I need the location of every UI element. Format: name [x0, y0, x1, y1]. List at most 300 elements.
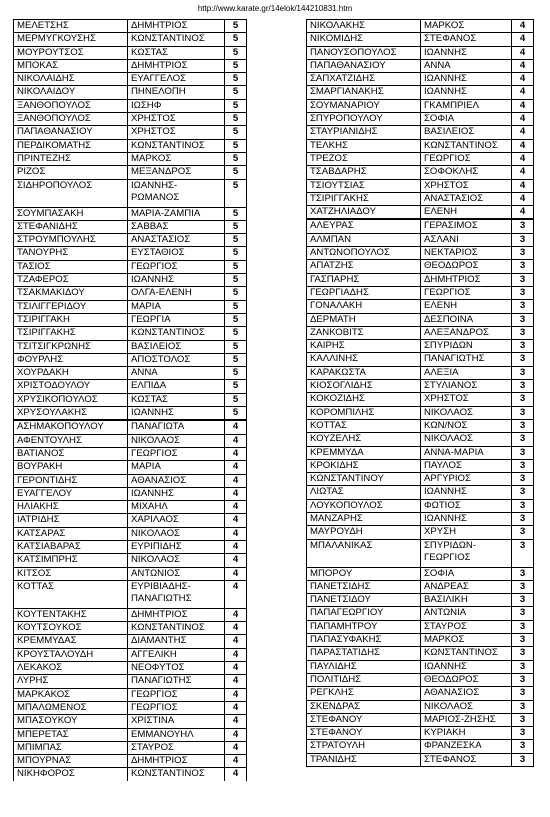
first-name-cell: ΚΩΝΣΤΑΝΤΙΝΟΣ: [421, 139, 512, 152]
points-cell: 4: [512, 113, 534, 126]
points-cell: 5: [225, 260, 247, 273]
table-row: [307, 753, 534, 766]
surname-cell: ΓΕΩΡΓΙΑΔΗΣ: [307, 286, 421, 299]
table-row: [14, 675, 247, 688]
first-name-cell: ΑΡΓΥΡΙΟΣ: [421, 473, 512, 486]
surname-cell: ΜΕΛΕΤΣΗΣ: [14, 20, 128, 33]
surname-cell: ΣΤΕΦΑΝΙΔΗΣ: [14, 220, 128, 233]
table-row: [307, 179, 534, 192]
table-row: [307, 233, 534, 246]
first-name-cell: ΝΙΚΟΛΑΟΣ: [128, 554, 225, 567]
table-row: [14, 152, 247, 165]
points-cell: 3: [512, 607, 534, 620]
first-name-cell: ΓΕΩΡΓΙΟΣ: [128, 260, 225, 273]
surname-cell: ΤΣΙΤΣΙΓΚΡΩΝΗΣ: [14, 340, 128, 353]
points-cell: 4: [225, 688, 247, 701]
points-cell: 5: [225, 139, 247, 152]
points-cell: 3: [512, 419, 534, 432]
first-name-cell: ΚΩΣΤΑΣ: [128, 393, 225, 406]
first-name-cell: ΦΡΑΝΖΕΣΚΑ: [421, 740, 512, 753]
table-row: [307, 459, 534, 472]
first-name-cell: ΣΤΥΛΙΑΝΟΣ: [421, 380, 512, 393]
table-row: [307, 419, 534, 432]
points-cell: 4: [225, 741, 247, 754]
surname-cell: ΜΟΥΡΟΥΤΣΟΣ: [14, 46, 128, 59]
table-row: [307, 340, 534, 353]
points-cell: 4: [225, 554, 247, 567]
points-cell: 5: [225, 367, 247, 380]
surname-cell: ΧΡΥΣΟΥΛΑΚΗΣ: [14, 407, 128, 421]
table-row: [307, 113, 534, 126]
table-row: [307, 647, 534, 660]
first-name-cell: ΙΩΑΝΝΗΣ: [421, 660, 512, 673]
table-row: [14, 474, 247, 487]
surname-cell: ΜΠΟΚΑΣ: [14, 59, 128, 72]
points-cell: 3: [512, 526, 534, 539]
surname-cell: ΜΑΡΚΑΚΟΣ: [14, 688, 128, 701]
table-row: [307, 152, 534, 165]
surname-cell: ΒΟΥΡΑΚΗ: [14, 461, 128, 474]
table-row: [14, 514, 247, 527]
points-cell: 5: [225, 274, 247, 287]
surname-cell: ΚΑΛΛΙΝΗΣ: [307, 353, 421, 366]
surname-cell: ΚΑΤΣΙΑΒΑΡΑΣ: [14, 540, 128, 553]
first-name-cell: ΝΕΚΤΑΡΙΟΣ: [421, 247, 512, 260]
table-row: [14, 86, 247, 99]
points-cell: 3: [512, 219, 534, 233]
first-name-cell: ΝΙΚΟΛΑΟΣ: [128, 527, 225, 540]
table-row: [307, 366, 534, 379]
table-row: [307, 99, 534, 112]
surname-cell: ΠΟΛΙΤΙΔΗΣ: [307, 673, 421, 686]
table-row: [14, 768, 247, 781]
points-table-left: [13, 19, 247, 781]
surname-cell: ΓΟΝΑΛΑΚΗ: [307, 300, 421, 313]
first-name-cell: ΙΩΑΝΝΗΣ: [128, 487, 225, 500]
first-name-cell: ΠΑΝΑΓΙΩΤΗΣ: [421, 353, 512, 366]
points-cell: 3: [512, 446, 534, 459]
table-row: [307, 539, 534, 567]
points-cell: 4: [512, 73, 534, 86]
surname-cell: ΗΛΙΑΚΗΣ: [14, 501, 128, 514]
points-cell: 4: [512, 139, 534, 152]
points-cell: 5: [225, 73, 247, 86]
points-cell: 3: [512, 300, 534, 313]
points-cell: 4: [225, 622, 247, 635]
points-cell: 3: [512, 620, 534, 633]
table-row: [14, 567, 247, 580]
first-name-cell: ΑΠΟΣΤΟΛΟΣ: [128, 353, 225, 366]
surname-cell: ΣΤΕΦΑΝΟΥ: [307, 713, 421, 726]
table-row: [14, 59, 247, 72]
table-row: [307, 512, 534, 525]
surname-cell: ΡΙΖΟΣ: [14, 166, 128, 179]
table-row: [307, 620, 534, 633]
table-row: [14, 407, 247, 421]
surname-cell: ΜΕΡΜΥΓΚΟΥΣΗΣ: [14, 33, 128, 46]
first-name-cell: ΣΟΦΙΑ: [421, 113, 512, 126]
surname-cell: ΚΟΥΤΕΝΤΑΚΗΣ: [14, 608, 128, 621]
points-cell: 4: [225, 768, 247, 781]
first-name-cell: ΝΙΚΟΛΑΟΣ: [128, 434, 225, 447]
surname-cell: ΣΟΥΜΠΑΣΑΚΗ: [14, 207, 128, 220]
first-name-cell: ΣΟΦΟΚΛΗΣ: [421, 166, 512, 179]
surname-cell: ΚΩΝΣΤΑΝΤΙΝΟΥ: [307, 473, 421, 486]
points-cell: 3: [512, 273, 534, 286]
table-row: [14, 554, 247, 567]
table-row: [14, 701, 247, 714]
first-name-cell: ΑΝΝΑ: [421, 59, 512, 72]
table-row: [14, 380, 247, 393]
table-row: [307, 526, 534, 539]
table-row: [14, 434, 247, 447]
surname-cell: ΙΑΤΡΙΔΗΣ: [14, 514, 128, 527]
surname-cell: ΜΠΕΡΕΤΑΣ: [14, 728, 128, 741]
surname-cell: ΡΕΓΚΛΗΣ: [307, 687, 421, 700]
surname-cell: ΝΙΚΟΛΑΚΗΣ: [307, 20, 421, 33]
first-name-cell: ΣΤΑΥΡΟΣ: [421, 620, 512, 633]
table-row: [307, 580, 534, 593]
table-row: [14, 20, 247, 33]
surname-cell: ΧΡΥΣΙΚΟΠΟΥΛΟΣ: [14, 393, 128, 406]
first-name-cell: ΣΑΒΒΑΣ: [128, 220, 225, 233]
surname-cell: ΣΟΥΜΑΝΑΡΙΟΥ: [307, 99, 421, 112]
first-name-cell: ΑΝΤΩΝΙΟΣ: [128, 567, 225, 580]
first-name-cell: ΣΠΥΡΙΔΩΝ: [421, 340, 512, 353]
first-name-cell: ΘΕΟΔΩΡΟΣ: [421, 260, 512, 273]
table-row: [14, 580, 247, 608]
surname-cell: ΣΚΕΝΔΡΑΣ: [307, 700, 421, 713]
points-cell: 5: [225, 287, 247, 300]
points-cell: 4: [225, 755, 247, 768]
table-row: [14, 662, 247, 675]
surname-cell: ΧΑΤΖΗΛΙΑΔΟΥ: [307, 206, 421, 220]
surname-cell: ΕΥΑΓΓΕΛΟΥ: [14, 487, 128, 500]
first-name-cell: ΙΩΑΝΝΗΣ-ΡΩΜΑΝΟΣ: [128, 179, 225, 207]
surname-cell: ΛΥΡΗΣ: [14, 675, 128, 688]
table-row: [307, 166, 534, 179]
first-name-cell: ΙΩΑΝΝΗΣ: [421, 73, 512, 86]
points-cell: 3: [512, 660, 534, 673]
surname-cell: ΠΕΡΔΙΚΟΜΑΤΗΣ: [14, 139, 128, 152]
points-cell: 4: [225, 567, 247, 580]
points-cell: 4: [512, 152, 534, 165]
first-name-cell: ΔΗΜΗΤΡΙΟΣ: [421, 273, 512, 286]
table-row: [14, 447, 247, 460]
first-name-cell: ΕΛΕΝΗ: [421, 300, 512, 313]
table-row: [14, 715, 247, 728]
points-cell: 3: [512, 340, 534, 353]
points-cell: 4: [512, 166, 534, 179]
first-name-cell: ΠΑΥΛΟΣ: [421, 459, 512, 472]
points-cell: 5: [225, 327, 247, 340]
surname-cell: ΔΕΡΜΑΤΗ: [307, 313, 421, 326]
points-cell: 4: [225, 501, 247, 514]
points-cell: 5: [225, 179, 247, 207]
points-cell: 4: [225, 487, 247, 500]
table-row: [14, 340, 247, 353]
first-name-cell: ΓΕΩΡΓΙΟΣ: [128, 701, 225, 714]
table-row: [14, 688, 247, 701]
first-name-cell: ΙΩΑΝΝΗΣ: [421, 486, 512, 499]
surname-cell: ΚΙΟΣΟΓΛΙΔΗΣ: [307, 380, 421, 393]
table-row: [307, 486, 534, 499]
table-row: [307, 380, 534, 393]
points-cell: 4: [512, 46, 534, 59]
table-row: [14, 234, 247, 247]
table-row: [307, 353, 534, 366]
table-row: [307, 499, 534, 512]
table-row: [307, 139, 534, 152]
first-name-cell: ΔΗΜΗΤΡΙΟΣ: [128, 608, 225, 621]
table-row: [14, 755, 247, 768]
first-name-cell: ΠΑΝΑΓΙΩΤΑ: [128, 420, 225, 434]
first-name-cell: ΜΑΡΙΑ-ΖΑΜΠΙΑ: [128, 207, 225, 220]
first-name-cell: ΑΓΓΕΛΙΚΗ: [128, 648, 225, 661]
surname-cell: ΜΠΑΛΑΝΙΚΑΣ: [307, 539, 421, 567]
table-row: [14, 73, 247, 86]
first-name-cell: ΙΩΣΗΦ: [128, 99, 225, 112]
table-row: [307, 713, 534, 726]
table-row: [14, 179, 247, 207]
first-name-cell: ΑΝΝΑ: [128, 367, 225, 380]
points-cell: 4: [512, 20, 534, 33]
first-name-cell: ΣΤΑΥΡΟΣ: [128, 741, 225, 754]
surname-cell: ΝΙΚΗΦΟΡΟΣ: [14, 768, 128, 781]
table-row: [307, 687, 534, 700]
first-name-cell: ΣΤΕΦΑΝΟΣ: [421, 33, 512, 46]
surname-cell: ΝΙΚΟΛΑΙΔΗΣ: [14, 73, 128, 86]
surname-cell: ΑΛΜΠΑΝ: [307, 233, 421, 246]
surname-cell: ΚΟΡΟΜΠΙΛΗΣ: [307, 406, 421, 419]
surname-cell: ΚΟΤΤΑΣ: [14, 580, 128, 608]
surname-cell: ΠΑΥΛΙΔΗΣ: [307, 660, 421, 673]
points-cell: 3: [512, 406, 534, 419]
first-name-cell: ΓΕΩΡΓΙΟΣ: [128, 688, 225, 701]
points-cell: 5: [225, 33, 247, 46]
surname-cell: ΤΕΛΚΗΣ: [307, 139, 421, 152]
surname-cell: ΤΡΑΝΙΔΗΣ: [307, 753, 421, 766]
points-cell: 3: [512, 247, 534, 260]
first-name-cell: ΑΝΔΡΕΑΣ: [421, 580, 512, 593]
surname-cell: ΝΙΚΟΛΑΙΔΟΥ: [14, 86, 128, 99]
surname-cell: ΠΑΝΕΤΣΙΔΗΣ: [307, 580, 421, 593]
first-name-cell: ΑΘΑΝΑΣΙΟΣ: [128, 474, 225, 487]
surname-cell: ΤΣΙΡΙΓΓΑΚΗ: [14, 313, 128, 326]
table-row: [307, 673, 534, 686]
surname-cell: ΜΑΥΡΟΥΔΗ: [307, 526, 421, 539]
surname-cell: ΤΣΑΒΔΑΡΗΣ: [307, 166, 421, 179]
first-name-cell: ΕΛΠΙΔΑ: [128, 380, 225, 393]
table-row: [14, 126, 247, 139]
table-row: [14, 527, 247, 540]
surname-cell: ΠΑΡΑΣΤΑΤΙΔΗΣ: [307, 647, 421, 660]
points-cell: 3: [512, 512, 534, 525]
first-name-cell: ΘΕΟΔΩΡΟΣ: [421, 673, 512, 686]
points-cell: 4: [225, 474, 247, 487]
surname-cell: ΛΟΥΚΟΠΟΥΛΟΣ: [307, 499, 421, 512]
surname-cell: ΚΙΤΣΟΣ: [14, 567, 128, 580]
first-name-cell: ΧΡΗΣΤΟΣ: [128, 126, 225, 139]
first-name-cell: ΑΝΑΣΤΑΣΙΟΣ: [421, 192, 512, 205]
points-cell: 5: [225, 300, 247, 313]
first-name-cell: ΝΙΚΟΛΑΟΣ: [421, 700, 512, 713]
points-cell: 4: [512, 126, 534, 139]
table-row: [14, 99, 247, 112]
first-name-cell: ΑΛΕΞΙΑ: [421, 366, 512, 379]
points-cell: 5: [225, 380, 247, 393]
table-row: [307, 594, 534, 607]
points-cell: 5: [225, 220, 247, 233]
points-cell: 4: [225, 420, 247, 434]
surname-cell: ΣΤΡΑΤΟΥΛΗ: [307, 740, 421, 753]
surname-cell: ΜΑΝΖΑΡΗΣ: [307, 512, 421, 525]
table-row: [307, 446, 534, 459]
first-name-cell: ΙΩΑΝΝΗΣ: [128, 407, 225, 421]
points-cell: 4: [225, 701, 247, 714]
points-cell: 3: [512, 473, 534, 486]
first-name-cell: ΔΙΑΜΑΝΤΗΣ: [128, 635, 225, 648]
surname-cell: ΚΑΡΑΚΩΣΤΑ: [307, 366, 421, 379]
table-row: [307, 59, 534, 72]
surname-cell: ΜΠΟΥΡΝΑΣ: [14, 755, 128, 768]
points-cell: 3: [512, 433, 534, 446]
first-name-cell: ΜΑΡΚΟΣ: [421, 20, 512, 33]
surname-cell: ΛΙΩΤΑΣ: [307, 486, 421, 499]
points-cell: 4: [225, 715, 247, 728]
surname-cell: ΝΙΚΟΜΙΔΗΣ: [307, 33, 421, 46]
points-cell: 5: [225, 340, 247, 353]
first-name-cell: ΚΩΝΣΤΑΝΤΙΝΟΣ: [128, 327, 225, 340]
table-row: [14, 648, 247, 661]
surname-cell: ΠΑΝΟΥΣΟΠΟΥΛΟΣ: [307, 46, 421, 59]
surname-cell: ΤΖΑΦΕΡΟΣ: [14, 274, 128, 287]
surname-cell: ΚΑΤΣΑΡΑΣ: [14, 527, 128, 540]
table-row: [307, 433, 534, 446]
points-cell: 3: [512, 740, 534, 753]
surname-cell: ΣΜΑΡΓΙΑΝΑΚΗΣ: [307, 86, 421, 99]
surname-cell: ΣΤΑΥΡΙΑΝΙΔΗΣ: [307, 126, 421, 139]
first-name-cell: ΧΡΥΣΗ: [421, 526, 512, 539]
first-name-cell: ΣΟΦΙΑ: [421, 567, 512, 580]
page-url-header: http://www.karate.gr/14elok/144210831.htm: [197, 4, 353, 13]
table-row: [14, 393, 247, 406]
surname-cell: ΚΡΟΥΣΤΑΛΟΥΔΗ: [14, 648, 128, 661]
points-cell: 3: [512, 700, 534, 713]
points-cell: 4: [225, 662, 247, 675]
surname-cell: ΓΕΡΟΝΤΙΔΗΣ: [14, 474, 128, 487]
points-cell: 5: [225, 247, 247, 260]
points-cell: 4: [225, 675, 247, 688]
first-name-cell: ΧΑΡΙΛΑΟΣ: [128, 514, 225, 527]
first-name-cell: ΑΝΤΩΝΙΑ: [421, 607, 512, 620]
points-cell: 3: [512, 673, 534, 686]
points-cell: 3: [512, 326, 534, 339]
table-row: [14, 420, 247, 434]
first-name-cell: ΕΥΡΙΒΙΑΔΗΣ-ΠΑΝΑΓΙΩΤΗΣ: [128, 580, 225, 608]
table-row: [14, 300, 247, 313]
surname-cell: ΣΑΠΧΑΤΖΙΔΗΣ: [307, 73, 421, 86]
surname-cell: ΠΑΠΑΜΗΤΡΟΥ: [307, 620, 421, 633]
table-row: [14, 207, 247, 220]
table-row: [307, 33, 534, 46]
surname-cell: ΚΑΙΡΗΣ: [307, 340, 421, 353]
table-row: [307, 567, 534, 580]
table-row: [307, 313, 534, 326]
surname-cell: ΛΕΚΑΚΟΣ: [14, 662, 128, 675]
surname-cell: ΠΑΠΑΣΥΦΑΚΗΣ: [307, 634, 421, 647]
first-name-cell: ΚΩΝΣΤΑΝΤΙΝΟΣ: [128, 768, 225, 781]
points-cell: 4: [225, 434, 247, 447]
surname-cell: ΜΠΙΜΠΑΣ: [14, 741, 128, 754]
surname-cell: ΚΡΕΜΜΥΔΑΣ: [14, 635, 128, 648]
first-name-cell: ΜΑΡΙΑ: [128, 461, 225, 474]
points-cell: 3: [512, 486, 534, 499]
first-name-cell: ΣΤΕΦΑΝΟΣ: [421, 753, 512, 766]
table-row: [14, 353, 247, 366]
surname-cell: ΑΦΕΝΤΟΥΛΗΣ: [14, 434, 128, 447]
table-row: [14, 622, 247, 635]
table-row: [14, 287, 247, 300]
first-name-cell: ΚΩΝΣΤΑΝΤΙΝΟΣ: [128, 139, 225, 152]
first-name-cell: ΕΥΑΓΓΕΛΟΣ: [128, 73, 225, 86]
first-name-cell: ΠΑΝΑΓΙΩΤΗΣ: [128, 675, 225, 688]
first-name-cell: ΜΕΞΑΝΔΡΟΣ: [128, 166, 225, 179]
table-row: [14, 728, 247, 741]
table-row: [307, 660, 534, 673]
points-cell: 4: [225, 461, 247, 474]
first-name-cell: ΕΥΡΙΠΙΔΗΣ: [128, 540, 225, 553]
table-row: [307, 273, 534, 286]
surname-cell: ΚΟΥΖΕΛΗΣ: [307, 433, 421, 446]
surname-cell: ΧΡΙΣΤΟΔΟΥΛΟΥ: [14, 380, 128, 393]
table-row: [14, 461, 247, 474]
surname-cell: ΜΠΟΡΟΥ: [307, 567, 421, 580]
surname-cell: ΞΑΝΘΟΠΟΥΛΟΣ: [14, 99, 128, 112]
first-name-cell: ΓΕΩΡΓΙΟΣ: [128, 447, 225, 460]
first-name-cell: ΕΥΣΤΑΘΙΟΣ: [128, 247, 225, 260]
points-cell: 5: [225, 166, 247, 179]
points-cell: 5: [225, 59, 247, 72]
table-row: [307, 86, 534, 99]
first-name-cell: ΓΚΑΜΠΡΙΕΛ: [421, 99, 512, 112]
points-cell: 4: [512, 59, 534, 72]
surname-cell: ΚΟΥΤΣΟΥΚΟΣ: [14, 622, 128, 635]
surname-cell: ΣΤΡΟΥΜΠΟΥΛΗΣ: [14, 234, 128, 247]
first-name-cell: ΙΩΑΝΝΗΣ: [421, 86, 512, 99]
surname-cell: ΚΡΟΚΙΔΗΣ: [307, 459, 421, 472]
table-row: [14, 487, 247, 500]
first-name-cell: ΑΝΝΑ-ΜΑΡΙΑ: [421, 446, 512, 459]
table-row: [307, 247, 534, 260]
surname-cell: ΤΡΕΖΟΣ: [307, 152, 421, 165]
points-cell: 3: [512, 539, 534, 567]
points-cell: 4: [225, 728, 247, 741]
points-cell: 4: [225, 447, 247, 460]
points-cell: 5: [225, 393, 247, 406]
points-cell: 3: [512, 580, 534, 593]
table-row: [307, 73, 534, 86]
table-row: [307, 286, 534, 299]
points-cell: 5: [225, 407, 247, 421]
table-row: [307, 634, 534, 647]
first-name-cell: ΒΑΣΙΛΕΙΟΣ: [128, 340, 225, 353]
surname-cell: ΤΣΑΚΜΑΚΙΔΟΥ: [14, 287, 128, 300]
surname-cell: ΑΛΕΥΡΑΣ: [307, 219, 421, 233]
first-name-cell: ΜΑΡΙΑ: [128, 300, 225, 313]
table-row: [307, 607, 534, 620]
first-name-cell: ΓΕΩΡΓΙΟΣ: [421, 152, 512, 165]
